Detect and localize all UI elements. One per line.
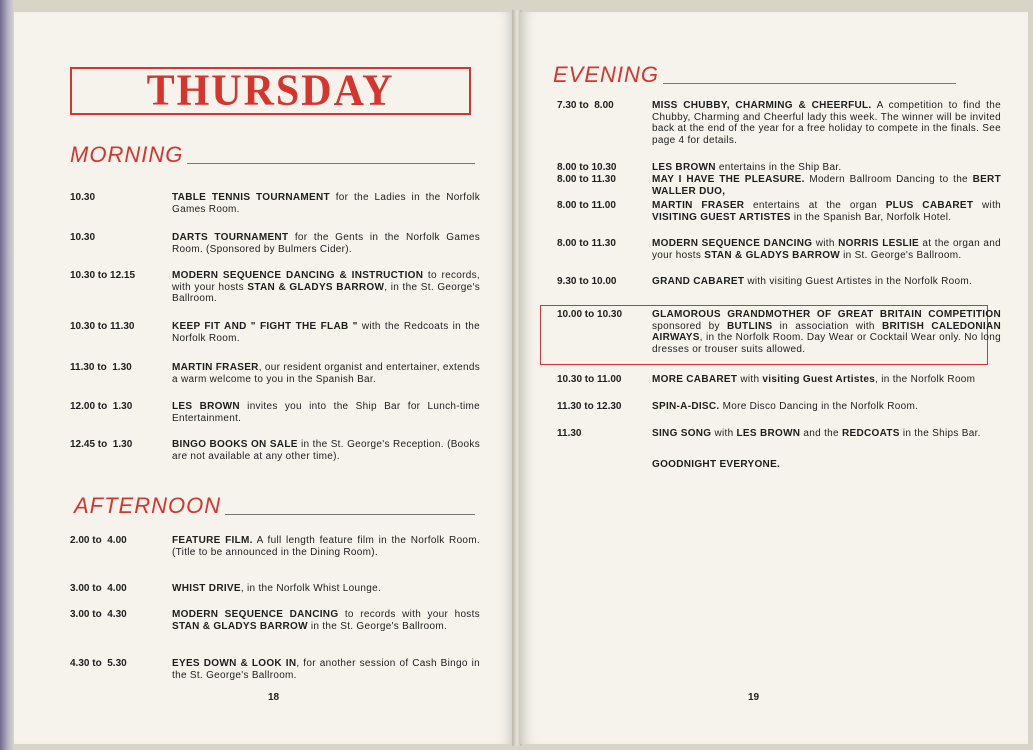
- afternoon-heading: [74, 493, 475, 519]
- entry-highlight-text: STAN & GLADYS BARROW: [247, 281, 385, 293]
- page-number: 19: [748, 692, 760, 703]
- entry-description: SPIN-A-DISC. More Disco Dancing in the Norfolk Room.: [652, 401, 919, 412]
- day-title: THURSDAY: [146, 66, 395, 116]
- entry-description: MODERN SEQUENCE DANCING with NORRIS LESLIE at the organ and your hosts STAN & GLADYS BARROW in St. George's Ballroom.: [652, 238, 1002, 261]
- entry-description: MISS CHUBBY, CHARMING & CHEERFUL. A competition to find the Chubby, Charming and Cheerful lady this week. The winner will be invited back at the end of the year for a free holiday to compete in the finals. See page 4 for details.: [652, 100, 1001, 146]
- page-number: 18: [268, 692, 280, 703]
- morning-heading: [70, 142, 475, 168]
- entry-highlight-text: TABLE TENNIS TOURNAMENT: [172, 192, 330, 203]
- entry-highlight-text: MODERN SEQUENCE DANCING: [652, 238, 813, 249]
- entry-description: EYES DOWN & LOOK IN, for another session of Cash Bingo in the St. George's Ballroom.: [172, 658, 480, 681]
- schedule-entry: [70, 401, 480, 424]
- section-heading-text: EVENING: [553, 62, 660, 87]
- schedule-entry: [557, 162, 1001, 174]
- entry-highlight-text: VISITING GUEST ARTISTES: [652, 211, 791, 223]
- evening-heading: [553, 62, 956, 88]
- entry-description: MARTIN FRASER, our resident organist and entertainer, extends a warm welcome to you in the Spanish Bar.: [172, 362, 480, 385]
- schedule-entry: [557, 401, 1001, 413]
- entry-time: 4.30 to 5.30: [70, 658, 127, 669]
- entry-description: MODERN SEQUENCE DANCING & INSTRUCTION to records, with your hosts STAN & GLADYS BARROW, in the St. George's Ballroom.: [172, 270, 480, 304]
- entry-description: MARTIN FRASER entertains at the organ PLUS CABARET with VISITING GUEST ARTISTES in the Spanish Bar, Norfolk Hotel.: [652, 200, 1002, 223]
- left-page: [14, 12, 514, 744]
- schedule-entry: [557, 200, 1001, 223]
- entry-highlight-text: MARTIN FRASER: [652, 200, 745, 211]
- entry-highlight-text: GOODNIGHT EVERYONE.: [652, 459, 781, 470]
- schedule-entry: [557, 428, 1001, 440]
- entry-highlight-text: visiting Guest Artistes: [762, 374, 876, 385]
- entry-description: KEEP FIT AND " FIGHT THE FLAB " with the Redcoats in the Norfolk Room.: [172, 321, 480, 344]
- entry-highlight-text: DARTS TOURNAMENT: [172, 232, 289, 243]
- schedule-entry: [557, 309, 1001, 355]
- entry-time: 8.00 to 10.30: [557, 162, 617, 173]
- entry-description: MAY I HAVE THE PLEASURE. Modern Ballroom Dancing to the BERT WALLER DUO,: [652, 174, 1001, 197]
- entry-time: 10.00 to 10.30: [557, 309, 623, 320]
- entry-description: MORE CABARET with visiting Guest Artistes, in the Norfolk Room: [652, 374, 976, 385]
- entry-time: 9.30 to 10.00: [557, 276, 617, 287]
- entry-time: 3.00 to 4.30: [70, 609, 127, 620]
- entry-highlight-text: MORE CABARET: [652, 374, 738, 385]
- entry-highlight-text: BERT WALLER DUO,: [652, 174, 1001, 197]
- entry-description: TABLE TENNIS TOURNAMENT for the Ladies in the Norfolk Games Room.: [172, 192, 480, 215]
- entry-time: 12.00 to 1.30: [70, 401, 133, 412]
- entry-highlight-text: MAY I HAVE THE PLEASURE.: [652, 174, 805, 185]
- entry-time: 8.00 to 11.00: [557, 200, 616, 211]
- entry-highlight-text: MODERN SEQUENCE DANCING & INSTRUCTION: [172, 270, 424, 281]
- schedule-entry: [557, 276, 1001, 288]
- entry-highlight-text: MODERN SEQUENCE DANCING: [172, 609, 339, 620]
- heading-rule: [663, 83, 956, 84]
- right-page: [520, 12, 1028, 744]
- entry-time: 8.00 to 11.30: [557, 174, 616, 185]
- entry-highlight-text: LES BROWN: [736, 428, 801, 439]
- entry-time: 10.30 to 11.00: [557, 374, 622, 385]
- entry-highlight-text: WHIST DRIVE: [172, 583, 241, 594]
- schedule-entry: [70, 439, 480, 462]
- heading-rule: [187, 163, 475, 164]
- entry-description: DARTS TOURNAMENT for the Gents in the Norfolk Games Room. (Sponsored by Bulmers Cider).: [172, 232, 480, 255]
- entry-highlight-text: PLUS CABARET: [885, 200, 974, 211]
- entry-description: WHIST DRIVE, in the Norfolk Whist Lounge.: [172, 583, 382, 594]
- entry-highlight-text: MARTIN FRASER: [172, 362, 259, 373]
- entry-description: LES BROWN invites you into the Ship Bar for Lunch-time Entertainment.: [172, 401, 480, 424]
- entry-highlight-text: LES BROWN: [172, 401, 240, 412]
- schedule-entry: [70, 362, 480, 385]
- entry-highlight-text: EYES DOWN & LOOK IN: [172, 658, 297, 669]
- entry-description: GRAND CABARET with visiting Guest Artistes in the Norfolk Room.: [652, 276, 973, 287]
- schedule-entry: [70, 270, 480, 305]
- entry-highlight-text: FEATURE FILM.: [172, 535, 253, 546]
- entry-highlight-text: STAN & GLADYS BARROW: [172, 620, 308, 632]
- schedule-entry: [70, 583, 480, 595]
- schedule-entry: [70, 535, 480, 558]
- entry-time: 10.30 to 11.30: [70, 321, 135, 332]
- heading-rule: [225, 514, 475, 515]
- entry-description: SING SONG with LES BROWN and the REDCOATS in the Ships Bar.: [652, 428, 981, 439]
- entry-time: 12.45 to 1.30: [70, 439, 133, 450]
- entry-description: LES BROWN entertains in the Ship Bar.: [652, 162, 842, 173]
- entry-time: 2.00 to 4.00: [70, 535, 127, 546]
- booklet-edge: [0, 0, 14, 750]
- entry-highlight-text: GLAMOROUS GRANDMOTHER OF GREAT BRITAIN COMPETITION: [652, 309, 1001, 320]
- schedule-entry: [70, 321, 480, 344]
- entry-description: BINGO BOOKS ON SALE in the St. George's Reception. (Books are not available at any other time).: [172, 439, 480, 462]
- schedule-entry: [557, 100, 1001, 146]
- schedule-entry: [70, 658, 480, 681]
- entry-time: 10.30 to 12.15: [70, 270, 136, 281]
- entry-description: GLAMOROUS GRANDMOTHER OF GREAT BRITAIN COMPETITION sponsored by BUTLINS in association with BRITISH CALEDONIAN AIRWAYS, in the Norfolk Room. Day Wear or Cocktail Wear only. No long dresses or trouser suits allowed.: [652, 309, 1001, 355]
- entry-highlight-text: LES BROWN: [652, 162, 716, 173]
- schedule-entry: [557, 459, 1001, 471]
- entry-time: 3.00 to 4.00: [70, 583, 127, 594]
- schedule-entry: [557, 238, 1001, 261]
- entry-highlight-text: REDCOATS: [841, 428, 900, 439]
- entry-time: 8.00 to 11.30: [557, 238, 616, 249]
- entry-highlight-text: KEEP FIT AND " FIGHT THE FLAB ": [172, 321, 358, 332]
- section-heading-text: AFTERNOON: [74, 493, 222, 518]
- entry-time: 11.30 to 1.30: [70, 362, 132, 373]
- entry-highlight-text: BINGO BOOKS ON SALE: [172, 439, 298, 450]
- schedule-entry: [557, 174, 1001, 197]
- schedule-entry: [70, 192, 480, 215]
- schedule-entry: [70, 609, 480, 632]
- schedule-entry: [557, 374, 1001, 386]
- entry-time: 11.30 to 12.30: [557, 401, 622, 412]
- entry-highlight-text: SPIN-A-DISC.: [652, 401, 720, 412]
- entry-description: [652, 459, 780, 471]
- entry-time: 11.30: [557, 428, 582, 439]
- entry-highlight-text: BUTLINS: [727, 320, 773, 332]
- entry-time: 10.30: [70, 232, 96, 243]
- entry-time: [557, 459, 652, 471]
- entry-highlight-text: GRAND CABARET: [652, 276, 745, 287]
- section-heading-text: MORNING: [70, 142, 184, 167]
- entry-description: FEATURE FILM. A full length feature film in the Norfolk Room. (Title to be announced in the Dining Room).: [172, 535, 480, 558]
- entry-highlight-text: SING SONG: [652, 428, 712, 439]
- entry-highlight-text: STAN & GLADYS BARROW: [704, 249, 841, 261]
- day-title-box: [70, 67, 471, 115]
- schedule-entry: [70, 232, 480, 255]
- entry-highlight-text: NORRIS LESLIE: [838, 238, 920, 249]
- entry-highlight-text: BRITISH CALEDONIAN AIRWAYS: [652, 320, 1001, 343]
- entry-time: 10.30: [70, 192, 96, 203]
- entry-time: 7.30 to 8.00: [557, 100, 614, 111]
- entry-highlight-text: MISS CHUBBY, CHARMING & CHEERFUL.: [652, 100, 872, 111]
- entry-description: MODERN SEQUENCE DANCING to records with your hosts STAN & GLADYS BARROW in the St. George's Ballroom.: [172, 609, 480, 632]
